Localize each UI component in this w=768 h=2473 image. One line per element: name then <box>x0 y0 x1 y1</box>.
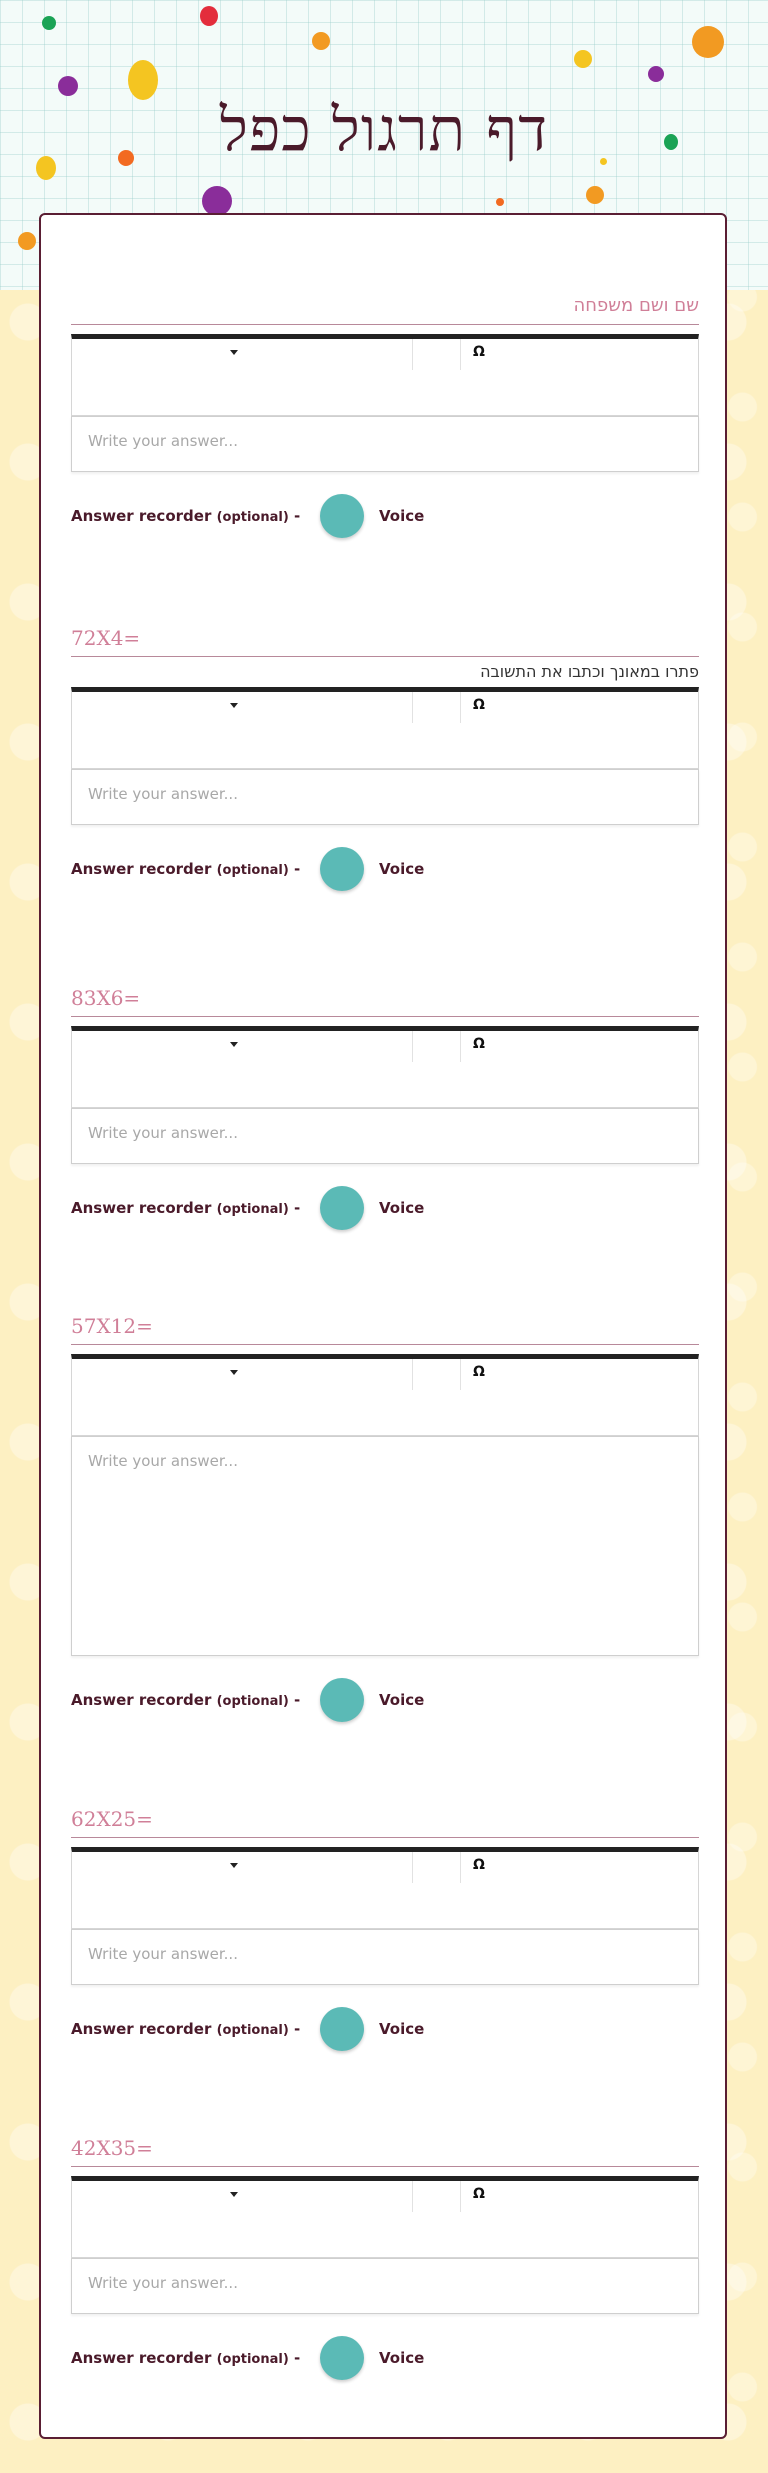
toolbar-spacer <box>412 1852 461 1883</box>
question-title: 42X35= <box>71 2133 699 2167</box>
question-72x4 <box>71 623 699 895</box>
special-characters-button[interactable]: Ω <box>473 1857 485 1873</box>
paint-splat <box>496 198 504 206</box>
question-title: 62X25= <box>71 1804 699 1838</box>
voice-record-button[interactable] <box>320 2007 364 2051</box>
question-62x25 <box>71 1804 699 2055</box>
recorder-label: Answer recorder (optional) - <box>71 2020 301 2038</box>
answer-recorder <box>71 2334 699 2384</box>
toolbar-spacer <box>412 339 461 370</box>
answer-recorder <box>71 1676 699 1726</box>
editor-area[interactable] <box>71 1883 699 1929</box>
format-dropdown[interactable] <box>72 2181 413 2212</box>
editor-toolbar <box>71 1847 699 1883</box>
question-42x35 <box>71 2133 699 2384</box>
format-dropdown[interactable] <box>72 692 413 723</box>
chevron-down-icon <box>230 703 238 708</box>
recorder-label: Answer recorder (optional) - <box>71 1691 301 1709</box>
format-dropdown[interactable] <box>72 1852 413 1883</box>
form-card <box>39 213 727 2439</box>
voice-record-button[interactable] <box>320 1678 364 1722</box>
voice-record-button[interactable] <box>320 1186 364 1230</box>
answer-input[interactable] <box>71 1929 699 1985</box>
paint-splat <box>312 32 330 50</box>
recorder-label: Answer recorder (optional) - <box>71 2349 301 2367</box>
paint-splat <box>574 50 592 68</box>
editor-area[interactable] <box>71 723 699 769</box>
question-title: 72X4= <box>71 623 699 657</box>
recorder-label: Answer recorder (optional) - <box>71 1199 301 1217</box>
question-description: פתרו במאונך וכתבו את התשובה <box>480 662 699 681</box>
editor-area[interactable] <box>71 1390 699 1436</box>
answer-input[interactable] <box>71 2258 699 2314</box>
paint-splat <box>586 186 604 204</box>
toolbar-spacer <box>412 692 461 723</box>
special-characters-button[interactable]: Ω <box>473 1364 485 1380</box>
special-characters-button[interactable]: Ω <box>473 2186 485 2202</box>
editor-toolbar <box>71 1026 699 1062</box>
answer-recorder <box>71 845 699 895</box>
editor-area[interactable] <box>71 1062 699 1108</box>
voice-label: Voice <box>379 860 425 878</box>
voice-label: Voice <box>379 2349 425 2367</box>
answer-recorder <box>71 492 699 542</box>
answer-input[interactable] <box>71 1108 699 1164</box>
chevron-down-icon <box>230 1863 238 1868</box>
question-83x6 <box>71 983 699 1234</box>
question-title: שם ושם משפחה <box>71 291 699 325</box>
question-57x12 <box>71 1311 699 1726</box>
editor-area[interactable] <box>71 2212 699 2258</box>
special-characters-button[interactable]: Ω <box>473 1036 485 1052</box>
paint-splat <box>202 186 232 216</box>
paint-splat <box>58 76 78 96</box>
answer-recorder <box>71 1184 699 1234</box>
voice-label: Voice <box>379 2020 425 2038</box>
recorder-label: Answer recorder (optional) - <box>71 860 301 878</box>
voice-label: Voice <box>379 1199 425 1217</box>
chevron-down-icon <box>230 1042 238 1047</box>
answer-recorder <box>71 2005 699 2055</box>
answer-input[interactable] <box>71 769 699 825</box>
paint-splat <box>42 16 56 30</box>
editor-toolbar <box>71 687 699 723</box>
toolbar-spacer <box>412 1359 461 1390</box>
toolbar-spacer <box>412 2181 461 2212</box>
voice-label: Voice <box>379 507 425 525</box>
question-title: 57X12= <box>71 1311 699 1345</box>
chevron-down-icon <box>230 1370 238 1375</box>
recorder-label: Answer recorder (optional) - <box>71 507 301 525</box>
paint-splat <box>128 60 158 100</box>
voice-record-button[interactable] <box>320 2336 364 2380</box>
editor-toolbar <box>71 1354 699 1390</box>
question-title: 83X6= <box>71 983 699 1017</box>
voice-label: Voice <box>379 1691 425 1709</box>
editor-area[interactable] <box>71 370 699 416</box>
chevron-down-icon <box>230 350 238 355</box>
paint-splat <box>648 66 664 82</box>
editor-toolbar <box>71 2176 699 2212</box>
chevron-down-icon <box>230 2192 238 2197</box>
paint-splat <box>692 26 724 58</box>
toolbar-spacer <box>412 1031 461 1062</box>
editor-toolbar <box>71 334 699 370</box>
special-characters-button[interactable]: Ω <box>473 697 485 713</box>
format-dropdown[interactable] <box>72 1359 413 1390</box>
answer-input[interactable] <box>71 416 699 472</box>
answer-input[interactable] <box>71 1436 699 1656</box>
question-name <box>71 291 699 542</box>
paint-splat <box>200 6 218 26</box>
format-dropdown[interactable] <box>72 1031 413 1062</box>
paint-splat <box>18 232 36 250</box>
voice-record-button[interactable] <box>320 494 364 538</box>
format-dropdown[interactable] <box>72 339 413 370</box>
special-characters-button[interactable]: Ω <box>473 344 485 360</box>
voice-record-button[interactable] <box>320 847 364 891</box>
page-title: דף תרגול כפל <box>219 95 549 165</box>
